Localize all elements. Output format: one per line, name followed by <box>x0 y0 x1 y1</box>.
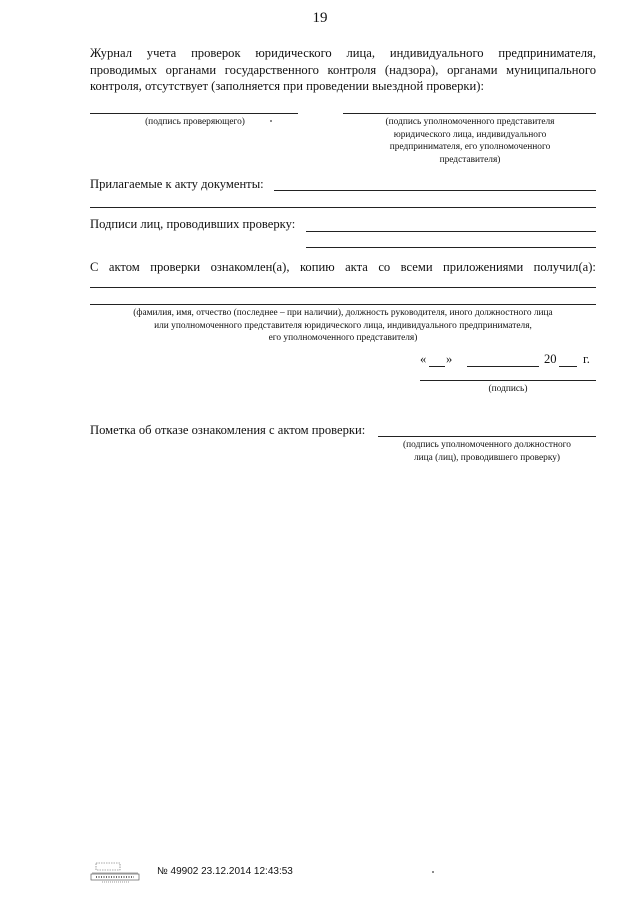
date-year-prefix: 20 <box>544 352 557 366</box>
acquainted-signature-caption: (подпись) <box>488 384 528 394</box>
speck <box>270 120 272 122</box>
representative-signature-caption <box>350 116 590 166</box>
inspectors-signatures-label: Подписи лиц, проводивших проверку: <box>90 217 296 231</box>
word: предпринимателя, <box>498 46 596 60</box>
word: контроля <box>327 63 377 77</box>
refusal-signature-line <box>378 436 596 437</box>
electronic-stamp-icon <box>90 862 140 884</box>
caption-line: (подпись уполномоченного должностного <box>403 440 571 450</box>
refusal-label: Пометка об отказе ознакомления с актом проверки: <box>90 423 366 437</box>
acquainted-statement <box>90 259 596 276</box>
representative-signature-line <box>343 113 596 114</box>
inspector-signature-caption: (подпись проверяющего) <box>145 117 245 127</box>
caption-line: предпринимателя, его уполномоченного <box>389 142 551 152</box>
word: юридического <box>255 46 332 60</box>
word: индивидуального <box>389 46 484 60</box>
word: проверок <box>191 46 241 60</box>
word: лица, <box>346 46 376 60</box>
journal-line-3: контроля, отсутствует (заполняется при проведении выездной проверки): <box>90 79 484 93</box>
caption-line: или уполномоченного представителя юридического лица, индивидуального предпринимателя, <box>154 320 532 331</box>
inspector-signature-line <box>90 113 298 114</box>
date-month-line <box>467 366 539 367</box>
word: всеми <box>400 260 433 274</box>
inspectors-signature-line-1 <box>306 231 596 232</box>
word: (надзора), <box>384 63 439 77</box>
word: со <box>378 260 391 274</box>
caption-line: (фамилия, имя, отчество (последнее – при наличии), должность руководителя, иного должностного лица <box>133 308 553 318</box>
word: С <box>90 260 99 274</box>
word: копию <box>299 260 335 274</box>
word: актом <box>108 260 140 274</box>
date-year-suffix: г. <box>583 352 590 366</box>
speck <box>432 871 434 873</box>
date-year-line <box>559 366 577 367</box>
attached-documents-label: Прилагаемые к акту документы: <box>90 177 264 191</box>
document-number-timestamp: № 49902 23.12.2014 12:43:53 <box>157 866 293 877</box>
word: акта <box>345 260 368 274</box>
word: проводимых <box>90 63 158 77</box>
word: муниципального <box>506 63 596 77</box>
inspectors-signature-line-2 <box>306 247 596 248</box>
caption-line: представителя) <box>439 154 501 165</box>
word: проверки <box>150 260 201 274</box>
word: органами <box>165 63 217 77</box>
word: органами <box>447 63 498 77</box>
acquainted-line-2 <box>90 304 596 305</box>
page-number: 19 <box>312 10 328 26</box>
date-close-quote: » <box>446 352 453 366</box>
acquainted-line-1 <box>90 287 596 288</box>
word: приложениями <box>443 260 524 274</box>
word: получил(а): <box>533 260 596 274</box>
word: ознакомлен(а), <box>210 260 290 274</box>
attached-documents-line-1 <box>274 190 596 191</box>
caption-line: лица (лиц), проводившего проверку) <box>413 452 561 463</box>
date-open-quote: « <box>420 352 427 366</box>
caption-line: (подпись уполномоченного представителя <box>385 117 555 127</box>
journal-line-1 <box>90 45 596 62</box>
word: учета <box>146 46 177 60</box>
refusal-caption <box>378 439 596 464</box>
journal-line-2 <box>90 62 596 79</box>
acquainted-signature-line <box>420 380 596 381</box>
attached-documents-line-2 <box>90 207 596 208</box>
word: Журнал <box>90 46 132 60</box>
caption-line: его уполномоченного представителя) <box>268 333 418 343</box>
acquainted-caption <box>90 307 596 345</box>
caption-line: юридического лица, индивидуального <box>393 129 547 140</box>
date-day-line <box>429 366 445 367</box>
word: государственного <box>224 63 319 77</box>
acquainted-date <box>420 352 596 370</box>
